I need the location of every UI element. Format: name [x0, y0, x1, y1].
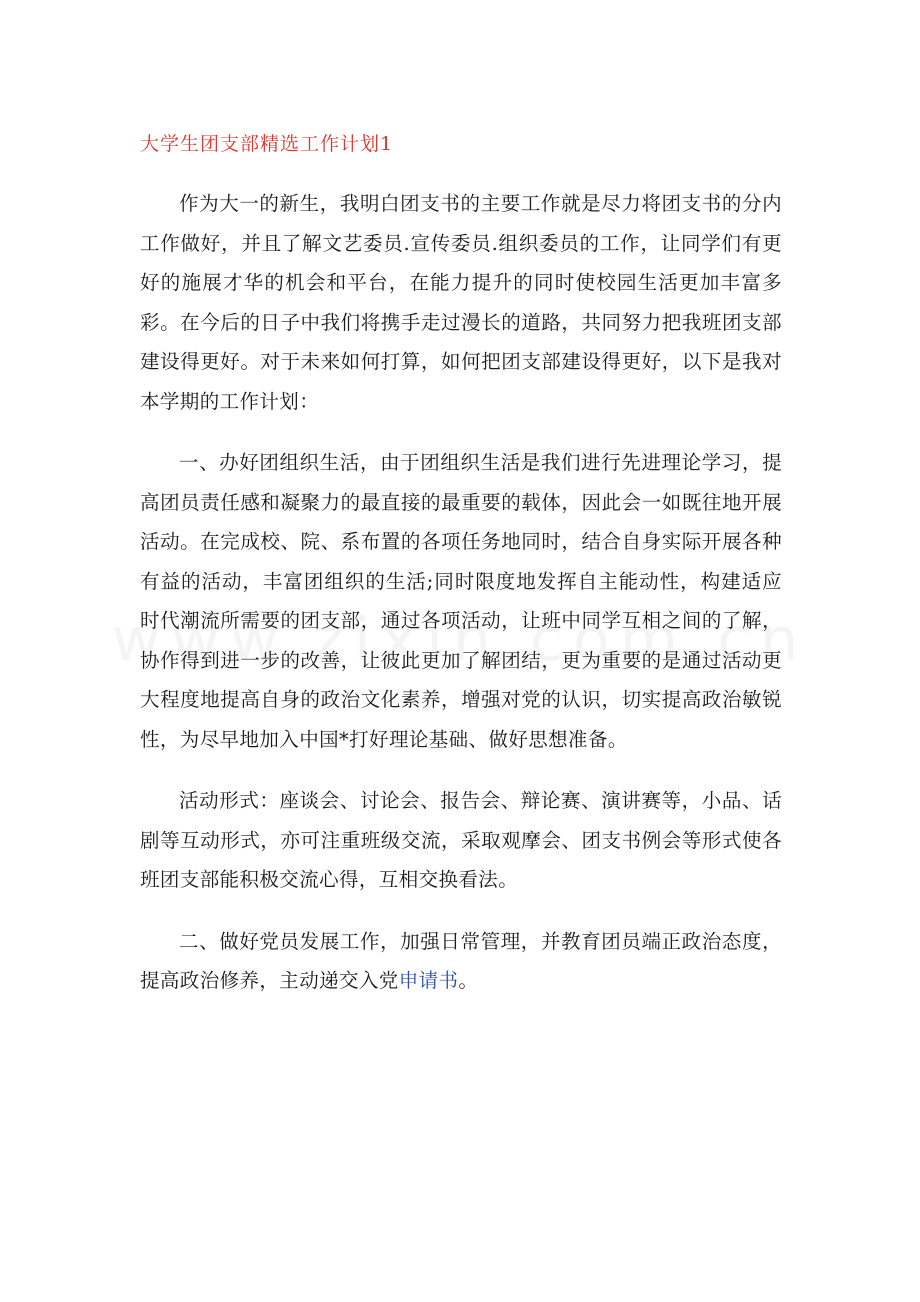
document-body [140, 184, 782, 1023]
application-letter-link[interactable]: 申请书 [398, 969, 459, 992]
paragraph-section-two [140, 922, 782, 1001]
document-title: 大学生团支部精选工作计划1 [140, 133, 394, 155]
paragraph-activity-forms: 活动形式：座谈会、讨论会、报告会、辩论赛、演讲赛等，小品、话剧等互动形式，亦可注重班级交流，采取观摩会、团支书例会等形式使各班团支部能积极交流心得，互相交换看法。 [140, 789, 782, 891]
paragraph-intro: 作为大一的新生，我明白团支书的主要工作就是尽力将团支书的分内工作做好，并且了解文艺委员.宣传委员.组织委员的工作，让同学们有更好的施展才华的机会和平台，在能力提升的同时使校园生活更加丰富多彩。在今后的日子中我们将携手走过漫长的道路，共同努力把我班团支部建设得更好。对于未来如何打算，如何把团支部建设得更好，以下是我对本学期的工作计划： [140, 192, 782, 413]
paragraph-section-two-end: 。 [458, 969, 479, 992]
paragraph-section-one: 一、办好团组织生活，由于团组织生活是我们进行先进理论学习，提高团员责任感和凝聚力的最直接的最重要的载体，因此会一如既往地开展活动。在完成校、院、系布置的各项任务地同时，结合自身实际开展各种有益的活动，丰富团组织的生活;同时限度地发挥自主能动性，构建适应时代潮流所需要的团支部，通过各项活动，让班中同学互相之间的了解，协作得到进一步的改善，让彼此更加了解团结，更为重要的是通过活动更大程度地提高自身的政治文化素养，增强对党的认识，切实提高政治敏锐性，为尽早地加入中国*打好理论基础、做好思想准备。 [140, 451, 782, 751]
paragraph-section-two-text: 二、做好党员发展工作，加强日常管理，并教育团员端正政治态度，提高政治修养，主动递交入党 [140, 929, 782, 992]
